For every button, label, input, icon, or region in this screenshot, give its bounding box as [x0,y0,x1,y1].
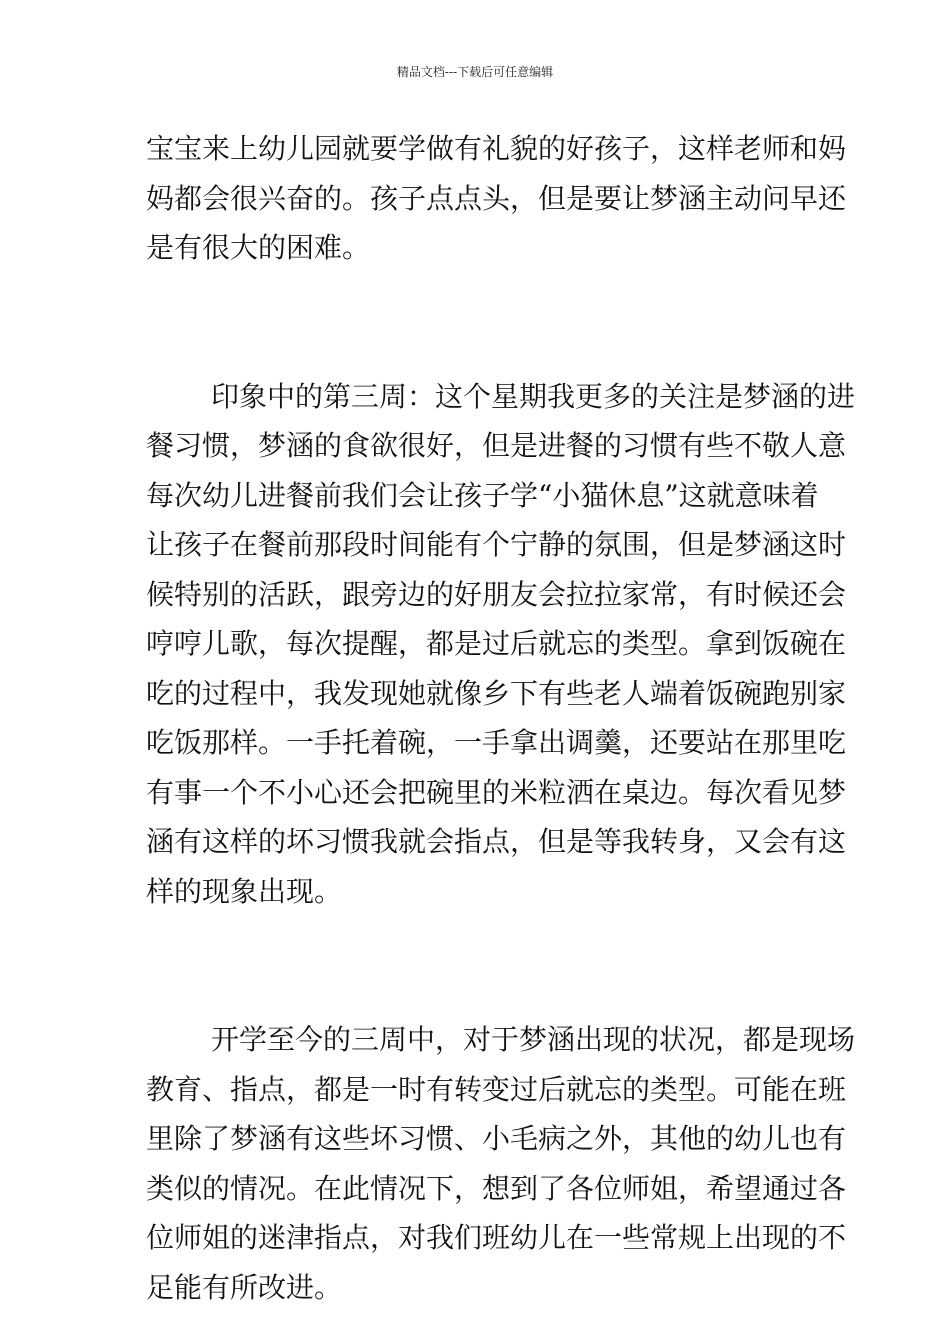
paragraph-line: 是有很大的困难。 [146,231,371,264]
paragraph-2 [146,372,856,917]
paragraph-line: 餐习惯，梦涵的食欲很好，但是进餐的习惯有些不敬人意 [146,429,847,462]
paragraph-line: 印象中的第三周：这个星期我更多的关注是梦涵的进 [211,379,856,413]
paragraph-line: 妈都会很兴奋的。孩子点点头，但是要让梦涵主动问早还 [146,181,847,215]
paragraph-line: 吃的过程中，我发现她就像乡下有些老人端着饭碗跑别家 [146,676,847,710]
paragraph-line: 教育、指点，都是一时有转变过后就忘的类型。可能在班 [146,1072,847,1106]
paragraph-line: 每次幼儿进餐前我们会让孩子学“小猫休息”这就意味着 [146,478,819,512]
paragraph-line: 开学至今的三周中，对于梦涵出现的状况，都是现场 [211,1023,856,1056]
page-header: 精品文档---下载后可任意编辑 [396,65,554,79]
paragraph-line: 里除了梦涵有这些坏习惯、小毛病之外，其他的幼儿也有 [146,1122,847,1155]
paragraph-line: 足能有所改进。 [146,1270,343,1304]
paragraph-1 [146,124,847,273]
paragraph-line: 哼哼儿歌，每次提醒，都是过后就忘的类型。拿到饭碗在 [146,627,847,660]
paragraph-line: 让孩子在餐前那段时间能有个宁静的氛围，但是梦涵这时 [146,528,847,561]
paragraph-line: 样的现象出现。 [146,874,343,908]
paragraph-spacer [146,273,806,372]
paragraph-line: 涵有这样的坏习惯我就会指点，但是等我转身，又会有这 [146,825,847,858]
paragraph-line: 类似的情况。在此情况下，想到了各位师姐，希望通过各 [146,1171,847,1205]
paragraph-spacer [146,916,806,1015]
paragraph-line: 候特别的活跃，跟旁边的好朋友会拉拉家常，有时候还会 [146,577,847,611]
paragraph-3 [146,1015,856,1312]
paragraph-line: 位师姐的迷津指点，对我们班幼儿在一些常规上出现的不 [146,1221,847,1254]
paragraph-line: 吃饭那样。一手托着碗，一手拿出调羹，还要站在那里吃 [146,726,847,759]
paragraph-line: 有事一个不小心还会把碗里的米粒洒在桌边。每次看见梦 [146,775,847,809]
document-body [146,124,856,1312]
paragraph-line: 宝宝来上幼儿园就要学做有礼貌的好孩子，这样老师和妈 [146,132,847,165]
